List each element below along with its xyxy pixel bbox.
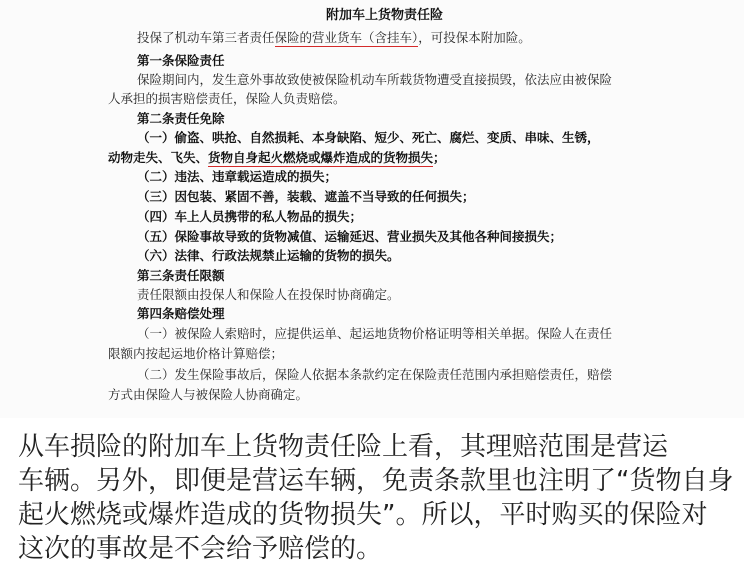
article-3-text: 责任限额由投保人和保险人在投保时协商确定。 bbox=[137, 287, 400, 302]
article-2-item-6: （六）法律、行政法规禁止运输的货物的损失。 bbox=[137, 248, 400, 263]
commentary-caption bbox=[18, 430, 738, 564]
article-2-item-5: （五）保险事故导致的货物减值、运输延迟、营业损失及其他各种间接损失； bbox=[137, 229, 563, 244]
article-2-item-1-cont bbox=[108, 149, 446, 167]
caption-line-4: 这次的事故是不会给予赔偿的。 bbox=[18, 534, 383, 564]
article-3-heading: 第三条责任限额 bbox=[137, 268, 225, 283]
intro-text-end: ，可投保本附加险。 bbox=[418, 30, 531, 45]
caption-line-2: 车辆。另外，即便是营运车辆，免责条款里也注明了“货物自身 bbox=[18, 466, 734, 496]
article-4-item-1-cont: 限额内按起运地价格计算赔偿； bbox=[108, 346, 284, 361]
article-2-item-4: （四）车上人员携带的私人物品的损失； bbox=[137, 209, 363, 224]
article-4-heading: 第四条赔偿处理 bbox=[137, 306, 225, 321]
article-1-text: 保险期间内，发生意外事故致使被保险机动车所载货物遭受直接损毁，依法应由被保险 bbox=[137, 72, 613, 87]
article-2-item-3: （三）因包装、紧固不善，装载、遮盖不当导致的任何损失； bbox=[137, 189, 475, 204]
intro-underlined-text: 保险的营业货车（含挂车） bbox=[274, 30, 419, 45]
article-1-text-cont: 人承担的损害赔偿责任，保险人负责赔偿。 bbox=[108, 91, 346, 106]
caption-line-1: 从车损险的附加车上货物责任险上看，其理赔范围是营运 bbox=[18, 432, 669, 462]
intro-text: 投保了机动车第三者责任 bbox=[137, 30, 275, 45]
item-1-text-end: ； bbox=[433, 150, 446, 165]
item-1-text: 动物走失、飞失、 bbox=[108, 150, 209, 165]
intro-line bbox=[137, 29, 531, 47]
fire-exclusion-underlined: 货物自身起火燃烧或爆炸造成的货物损失 bbox=[208, 150, 434, 165]
article-2-heading: 第二条责任免除 bbox=[137, 111, 225, 126]
article-1-heading: 第一条保险责任 bbox=[137, 53, 225, 68]
article-2-item-1: （一）偷盗、哄抢、自然损耗、本身缺陷、短少、死亡、腐烂、变质、串味、生锈， bbox=[137, 130, 600, 145]
article-4-item-2-cont: 方式由保险人与被保险人协商确定。 bbox=[108, 387, 309, 402]
article-4-item-1: （一）被保险人索赔时，应提供运单、起运地货物价格证明等相关单据。保险人在责任 bbox=[137, 326, 613, 341]
article-2-item-2: （二）违法、违章载运造成的损失； bbox=[137, 169, 338, 184]
article-4-item-2: （二）发生保险事故后，保险人依据本条款约定在保险责任范围内承担赔偿责任，赔偿 bbox=[137, 367, 613, 382]
document-title: 附加车上货物责任险 bbox=[326, 8, 444, 23]
caption-line-3: 起火燃烧或爆炸造成的货物损失”。所以，平时购买的保险对 bbox=[18, 500, 708, 530]
